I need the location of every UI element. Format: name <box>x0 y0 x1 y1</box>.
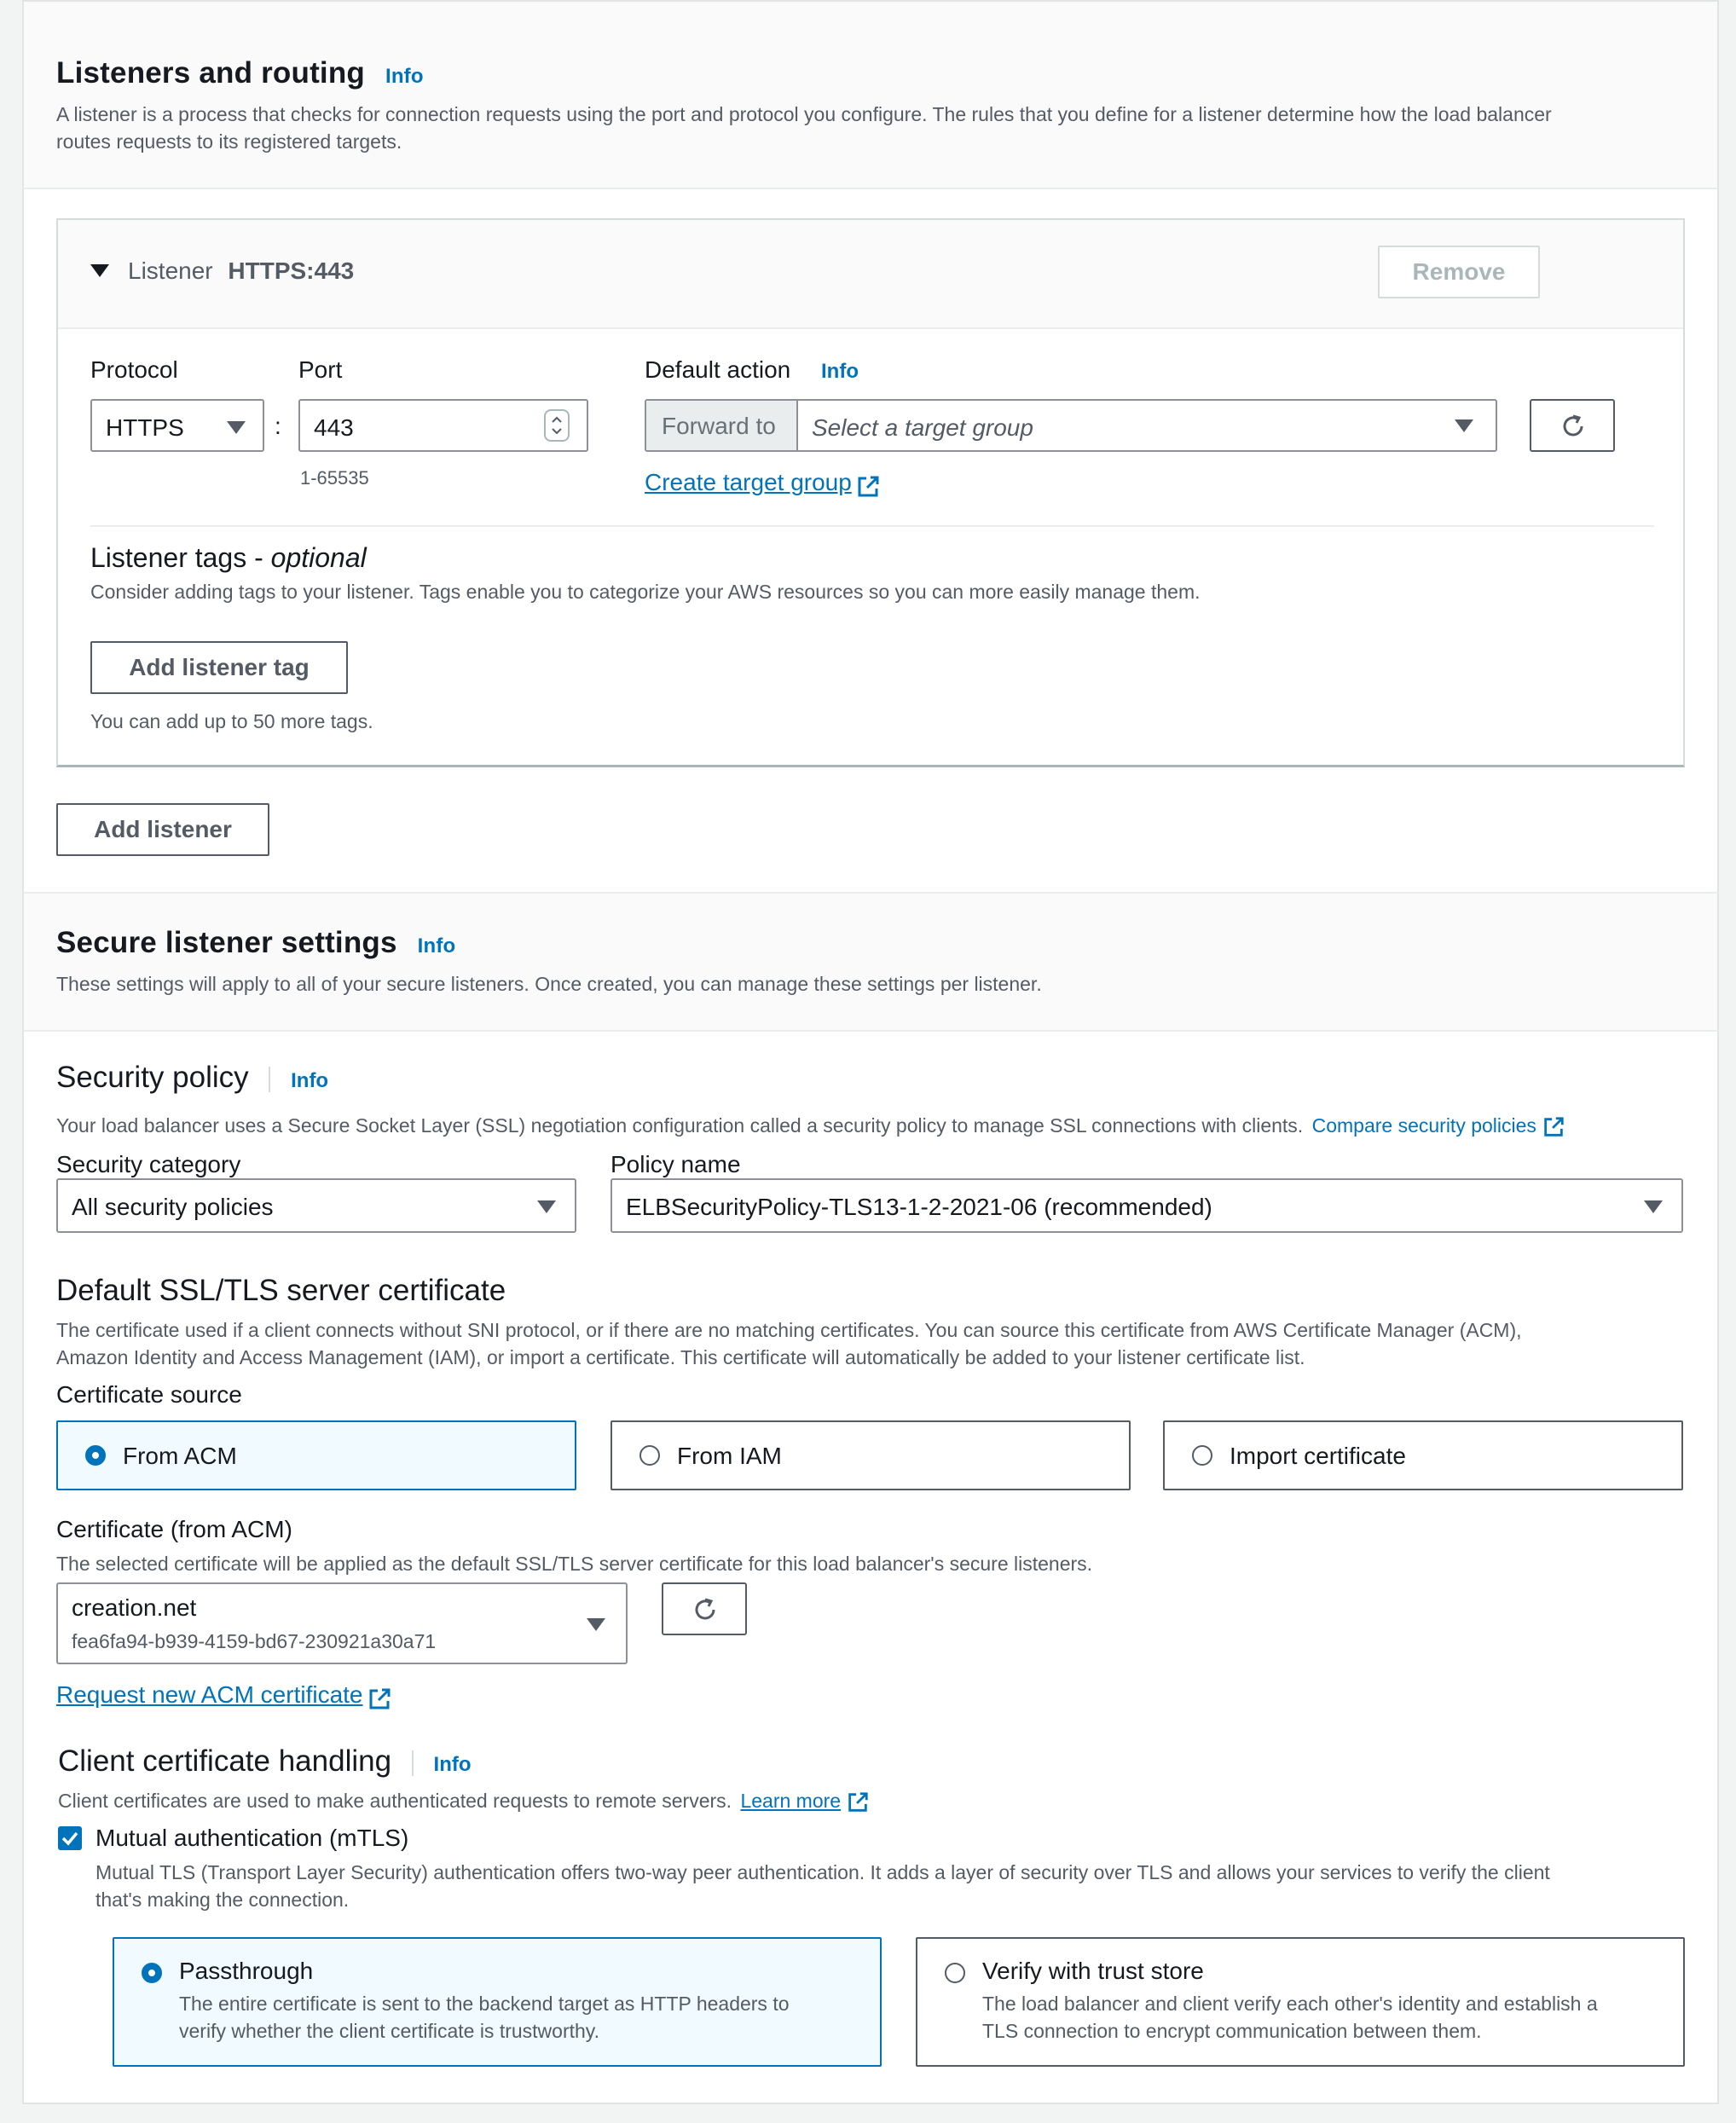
acm-certificate-label: Certificate (from ACM) <box>56 1516 292 1542</box>
protocol-port-separator: : <box>275 413 281 439</box>
client-cert-title-separator <box>412 1750 414 1776</box>
refresh-certificates-icon <box>690 1594 720 1625</box>
listener-tags-title-text: Listener tags - <box>90 542 271 573</box>
compare-security-policies-link[interactable]: Compare security policies <box>1311 1114 1536 1137</box>
client-cert-title-text: Client certificate handling <box>58 1744 392 1778</box>
source-tile-iam[interactable] <box>610 1420 1131 1490</box>
policy-name-value: ELBSecurityPolicy-TLS13-1-2-2021-06 (recommended) <box>626 1194 1212 1220</box>
passthrough-radio[interactable] <box>142 1963 162 1983</box>
add-listener-tag-button[interactable]: Add listener tag <box>90 641 348 694</box>
source-acm-radio[interactable] <box>85 1445 106 1466</box>
listener-card-title <box>128 257 354 285</box>
secure-title <box>56 926 455 960</box>
request-external-link-icon <box>367 1686 392 1712</box>
external-link-icon <box>855 474 881 500</box>
acm-certificate-select[interactable] <box>56 1582 628 1664</box>
secure-title-text: Secure listener settings <box>56 926 397 959</box>
policy-name-select[interactable] <box>610 1178 1683 1233</box>
listeners-body-panel <box>22 188 1719 894</box>
policy-name-caret-icon <box>1644 1200 1663 1213</box>
passthrough-description <box>179 1990 790 2045</box>
listeners-header-panel <box>22 0 1719 189</box>
forward-to-addon <box>646 401 798 450</box>
client-cert-title <box>58 1744 472 1779</box>
policy-name-label: Policy name <box>610 1151 741 1177</box>
mtls-description-line1: Mutual TLS (Transport Layer Security) authentication offers two-way peer authentication. It adds a layer of security over TLS and allows your services to verify the client <box>95 1861 1550 1883</box>
port-hint: 1-65535 <box>300 467 369 489</box>
acm-certificate-caret-icon <box>587 1618 605 1631</box>
listener-tags-optional: optional <box>270 542 367 573</box>
acm-certificate-value: creation.net <box>72 1594 197 1621</box>
collapse-caret-icon[interactable] <box>90 264 109 277</box>
source-acm-label: From ACM <box>123 1443 237 1469</box>
secure-description: These settings will apply to all of your secure listeners. Once created, you can manage these settings per listener. <box>56 973 1042 995</box>
listener-label: Listener <box>128 257 213 284</box>
listener-card-divider <box>90 525 1654 527</box>
protocol-value: HTTPS <box>106 414 184 441</box>
certificate-source-label: Certificate source <box>56 1381 242 1408</box>
protocol-caret-icon <box>227 421 246 434</box>
target-group-placeholder: Select a target group <box>812 414 1033 441</box>
secure-header-panel <box>22 892 1719 1032</box>
protocol-label: Protocol <box>90 356 178 383</box>
listener-tags-hint: You can add up to 50 more tags. <box>90 710 373 732</box>
certificate-title: Default SSL/TLS server certificate <box>56 1274 506 1307</box>
mtls-label[interactable]: Mutual authentication (mTLS) <box>95 1825 409 1851</box>
certificate-description-line2: Amazon Identity and Access Management (IAM), or import a certificate. This certificate will automatically be added to your listener certificate list. <box>56 1346 1305 1368</box>
listeners-description <box>56 101 1702 155</box>
learn-more-link[interactable]: Learn more <box>740 1790 842 1812</box>
refresh-icon <box>1558 411 1588 442</box>
checkmark-icon <box>58 1826 82 1850</box>
secure-info-link[interactable]: Info <box>417 934 456 957</box>
create-target-group-link-wrap[interactable] <box>645 469 881 500</box>
remove-listener-button[interactable]: Remove <box>1378 246 1540 298</box>
source-iam-label: From IAM <box>677 1443 782 1469</box>
source-tile-acm[interactable] <box>56 1420 576 1490</box>
port-value: 443 <box>314 414 354 441</box>
listener-card <box>56 218 1685 767</box>
listeners-title <box>56 56 424 90</box>
compare-external-link-icon <box>1542 1115 1565 1139</box>
listener-name: HTTPS:443 <box>228 257 355 284</box>
security-policy-title-text: Security policy <box>56 1061 249 1094</box>
port-input[interactable] <box>298 399 588 452</box>
listener-card-header <box>58 220 1683 329</box>
source-import-radio[interactable] <box>1192 1445 1212 1466</box>
listener-tags-title <box>90 542 367 574</box>
listeners-title-text: Listeners and routing <box>56 56 366 90</box>
passthrough-title: Passthrough <box>179 1958 314 1984</box>
source-iam-radio[interactable] <box>639 1445 660 1466</box>
security-policy-description <box>56 1112 1565 1139</box>
default-action-label-text: Default action <box>645 356 791 383</box>
request-acm-certificate-link[interactable]: Request new ACM certificate <box>56 1681 363 1708</box>
default-action-info-link[interactable]: Info <box>821 360 859 383</box>
security-policy-title <box>56 1061 328 1095</box>
trust-store-title: Verify with trust store <box>982 1958 1204 1984</box>
title-separator <box>269 1067 270 1092</box>
default-action-label <box>645 356 859 384</box>
security-policy-info-link[interactable]: Info <box>291 1069 329 1092</box>
certificate-description-line1: The certificate used if a client connects without SNI protocol, or if there are no matching certificates. You can source this certificate from AWS Certificate Manager (ACM), <box>56 1319 1522 1341</box>
port-stepper-icon[interactable] <box>544 409 570 442</box>
mtls-description-line2: that's making the connection. <box>95 1889 350 1911</box>
default-action-control <box>645 399 1497 452</box>
refresh-target-groups-button[interactable] <box>1530 399 1615 452</box>
target-group-select[interactable] <box>798 401 1496 450</box>
security-category-value: All security policies <box>72 1194 274 1220</box>
source-import-label: Import certificate <box>1230 1443 1406 1469</box>
acm-certificate-description: The selected certificate will be applied as the default SSL/TLS server certificate for this load balancer's secure listeners. <box>56 1553 1093 1575</box>
add-listener-button[interactable]: Add listener <box>56 803 269 856</box>
mtls-option-trust-store[interactable] <box>916 1937 1685 2067</box>
acm-certificate-id: fea6fa94-b939-4159-bd67-230921a30a71 <box>72 1630 437 1652</box>
security-category-caret-icon <box>537 1200 556 1213</box>
certificate-description <box>56 1316 1693 1371</box>
learn-more-external-link-icon <box>846 1790 870 1814</box>
mtls-checkbox[interactable] <box>58 1826 82 1850</box>
trust-store-description <box>982 1990 1598 2045</box>
mtls-option-passthrough[interactable] <box>113 1937 882 2067</box>
target-group-caret-icon <box>1455 419 1473 432</box>
trust-store-description-line2: TLS connection to encrypt communication between them. <box>982 2020 1482 2042</box>
passthrough-description-line2: verify whether the client certificate is trustworthy. <box>179 2020 599 2042</box>
client-cert-description-text: Client certificates are used to make authenticated requests to remote servers. <box>58 1790 732 1812</box>
refresh-certificates-button[interactable] <box>662 1582 747 1635</box>
listeners-info-link[interactable]: Info <box>385 65 424 88</box>
source-tile-import[interactable] <box>1163 1420 1683 1490</box>
security-category-select[interactable] <box>56 1178 576 1233</box>
protocol-select[interactable] <box>90 399 264 452</box>
client-cert-info-link[interactable]: Info <box>433 1753 472 1776</box>
create-target-group-link[interactable]: Create target group <box>645 469 852 495</box>
client-cert-description <box>58 1787 870 1814</box>
listeners-description-line1: A listener is a process that checks for connection requests using the port and protocol you configure. The rules that you define for a listener determine how the load balancer <box>56 103 1552 125</box>
trust-store-radio[interactable] <box>945 1963 965 1983</box>
secure-body-panel <box>22 1030 1719 2104</box>
port-label: Port <box>298 356 343 383</box>
listener-tags-description: Consider adding tags to your listener. Tags enable you to categorize your AWS resources so you can more easily manage them. <box>90 581 1201 603</box>
mtls-description <box>95 1859 1698 1913</box>
passthrough-description-line1: The entire certificate is sent to the backend target as HTTP headers to <box>179 1993 790 2015</box>
forward-to-text: Forward to <box>662 413 776 439</box>
security-policy-description-text: Your load balancer uses a Secure Socket Layer (SSL) negotiation configuration called a security policy to manage SSL connections with clients. <box>56 1114 1304 1137</box>
trust-store-description-line1: The load balancer and client verify each other's identity and establish a <box>982 1993 1598 2015</box>
security-category-label: Security category <box>56 1151 241 1177</box>
request-acm-link-wrap[interactable] <box>56 1681 392 1712</box>
listeners-description-line2: routes requests to its registered targets. <box>56 130 402 153</box>
